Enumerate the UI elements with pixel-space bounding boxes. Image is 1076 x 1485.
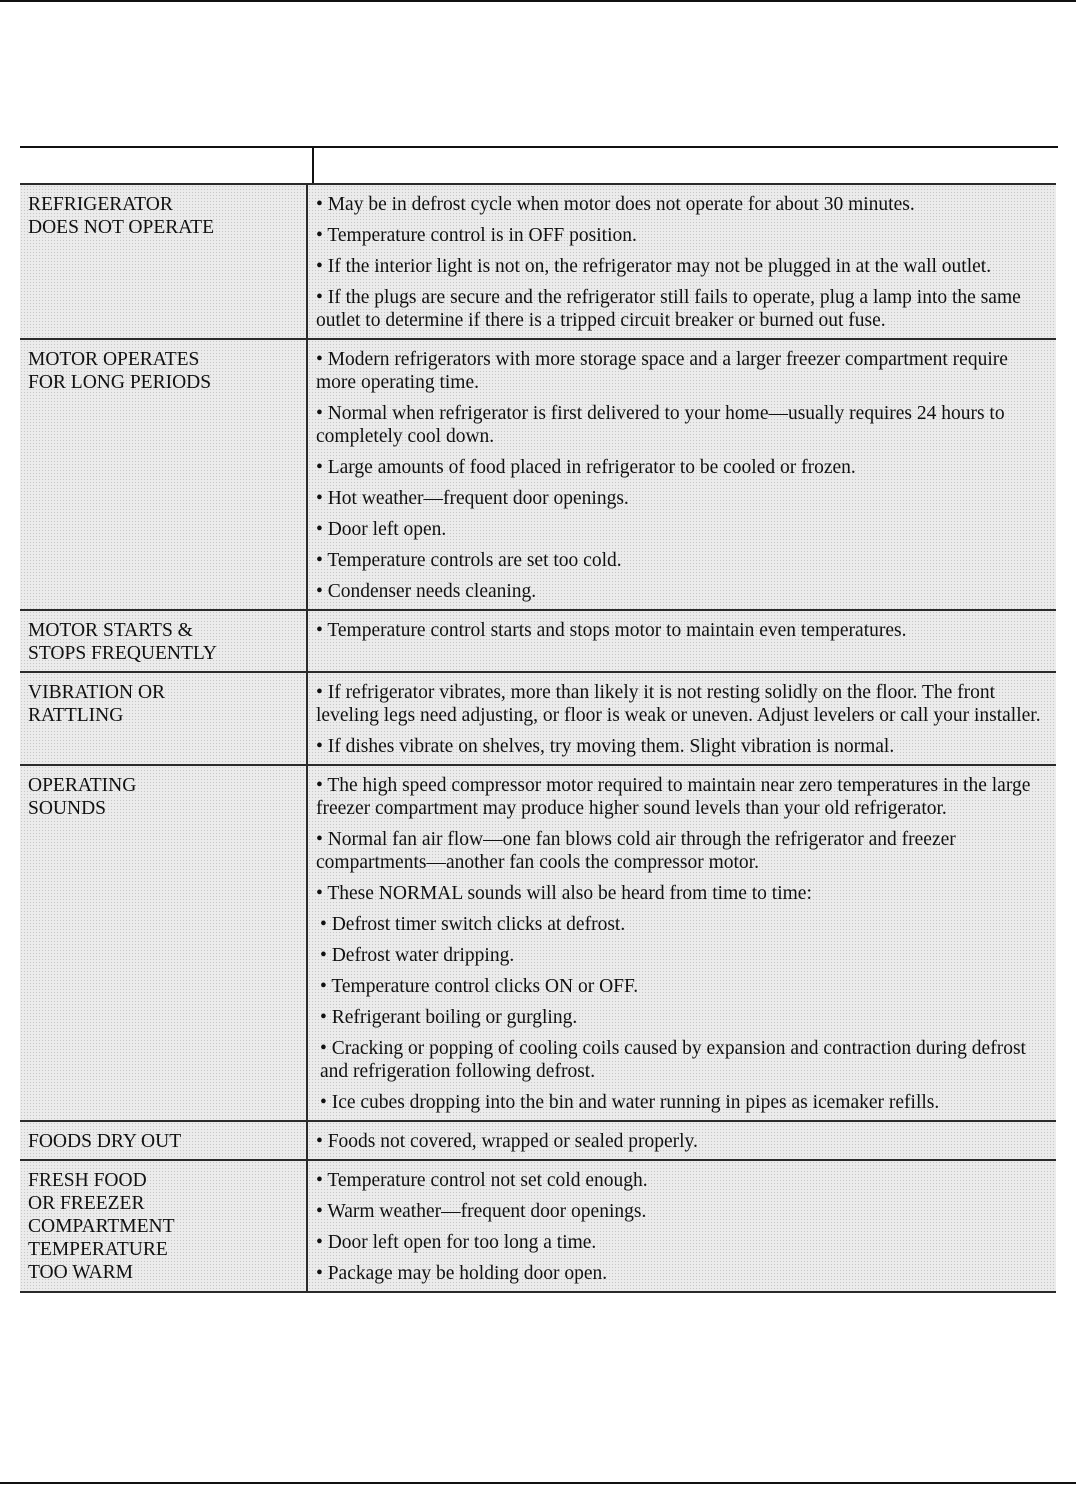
table-row-vibration-rattling	[20, 671, 1056, 764]
causes-cell	[308, 673, 1056, 764]
cause-item: • Door left open for too long a time.	[316, 1232, 597, 1253]
cause-item: • Hot weather—frequent door openings.	[316, 488, 629, 509]
table-row-operating-sounds	[20, 764, 1056, 1120]
problem-cell: FOODS DRY OUT	[20, 1122, 308, 1159]
problem-cell: MOTOR OPERATES FOR LONG PERIODS	[20, 340, 308, 609]
cause-item: • Large amounts of food placed in refrigerator to be cooled or frozen.	[316, 457, 856, 478]
problem-cell: FRESH FOOD OR FREEZER COMPARTMENT TEMPERATURE TOO WARM	[20, 1161, 308, 1291]
cause-item: • If dishes vibrate on shelves, try moving them. Slight vibration is normal.	[316, 736, 895, 757]
cause-subitem: • Cracking or popping of cooling coils caused by expansion and contraction during defrost and refrigeration following defrost.	[320, 1038, 1026, 1082]
table-header-rule	[20, 146, 1058, 148]
cause-item: • If the interior light is not on, the refrigerator may not be plugged in at the wall outlet.	[316, 256, 992, 277]
cause-subitem: • Defrost water dripping.	[320, 945, 515, 966]
cause-item: • Door left open.	[316, 519, 447, 540]
problem-cell: VIBRATION OR RATTLING	[20, 673, 308, 764]
cause-item: • Temperature controls are set too cold.	[316, 550, 622, 571]
table-row-refrigerator-does-not-operate	[20, 183, 1056, 338]
causes-cell	[308, 185, 1056, 338]
table-row-motor-starts-stops	[20, 609, 1056, 671]
cause-item: • May be in defrost cycle when motor does not operate for about 30 minutes.	[316, 194, 915, 215]
problem-cell: MOTOR STARTS & STOPS FREQUENTLY	[20, 611, 308, 671]
cause-item: • The high speed compressor motor required to maintain near zero temperatures in the large freezer compartment may produce higher sound levels than your old refrigerator.	[316, 775, 1031, 819]
table-header-divider	[312, 146, 314, 184]
cause-item: • Temperature control is in OFF position.	[316, 225, 637, 246]
cause-subitem: • Ice cubes dropping into the bin and water running in pipes as icemaker refills.	[320, 1092, 940, 1113]
bottom-rule	[0, 1482, 1076, 1484]
causes-cell	[308, 1122, 1056, 1159]
causes-cell	[308, 1161, 1056, 1291]
table-row-motor-operates-long	[20, 338, 1056, 609]
cause-item: • Package may be holding door open.	[316, 1263, 608, 1284]
cause-item: • Normal when refrigerator is first delivered to your home—usually requires 24 hours to completely cool down.	[316, 403, 1005, 447]
cause-item: • These NORMAL sounds will also be heard from time to time:	[316, 883, 812, 904]
cause-item: • Condenser needs cleaning.	[316, 581, 537, 602]
causes-cell	[308, 766, 1056, 1120]
cause-item: • If refrigerator vibrates, more than likely it is not resting solidly on the floor. The front leveling legs need adjusting, or floor is weak or uneven. Adjust levelers or call your installer.	[316, 682, 1041, 726]
cause-item: • Temperature control not set cold enough.	[316, 1170, 648, 1191]
cause-item: • Modern refrigerators with more storage space and a larger freezer compartment require more operating time.	[316, 349, 1008, 393]
cause-subitem: • Refrigerant boiling or gurgling.	[320, 1007, 578, 1028]
cause-item: • Temperature control starts and stops motor to maintain even temperatures.	[316, 620, 907, 641]
causes-cell	[308, 611, 1056, 671]
cause-subitem: • Defrost timer switch clicks at defrost.	[320, 914, 626, 935]
table-row-temperature-too-warm	[20, 1159, 1056, 1293]
problem-cell: OPERATING SOUNDS	[20, 766, 308, 1120]
cause-item: • Normal fan air flow—one fan blows cold air through the refrigerator and freezer compartments—another fan cools the compressor motor.	[316, 829, 956, 873]
cause-item: • Warm weather—frequent door openings.	[316, 1201, 647, 1222]
causes-cell	[308, 340, 1056, 609]
problem-cell: REFRIGERATOR DOES NOT OPERATE	[20, 185, 308, 338]
troubleshooting-table	[20, 183, 1056, 1293]
cause-item: • If the plugs are secure and the refrigerator still fails to operate, plug a lamp into the same outlet to determine if there is a tripped circuit breaker or burned out fuse.	[316, 287, 1021, 331]
table-row-foods-dry-out	[20, 1120, 1056, 1159]
cause-item: • Foods not covered, wrapped or sealed properly.	[316, 1131, 698, 1152]
top-rule	[0, 0, 1076, 2]
cause-subitem: • Temperature control clicks ON or OFF.	[320, 976, 639, 997]
